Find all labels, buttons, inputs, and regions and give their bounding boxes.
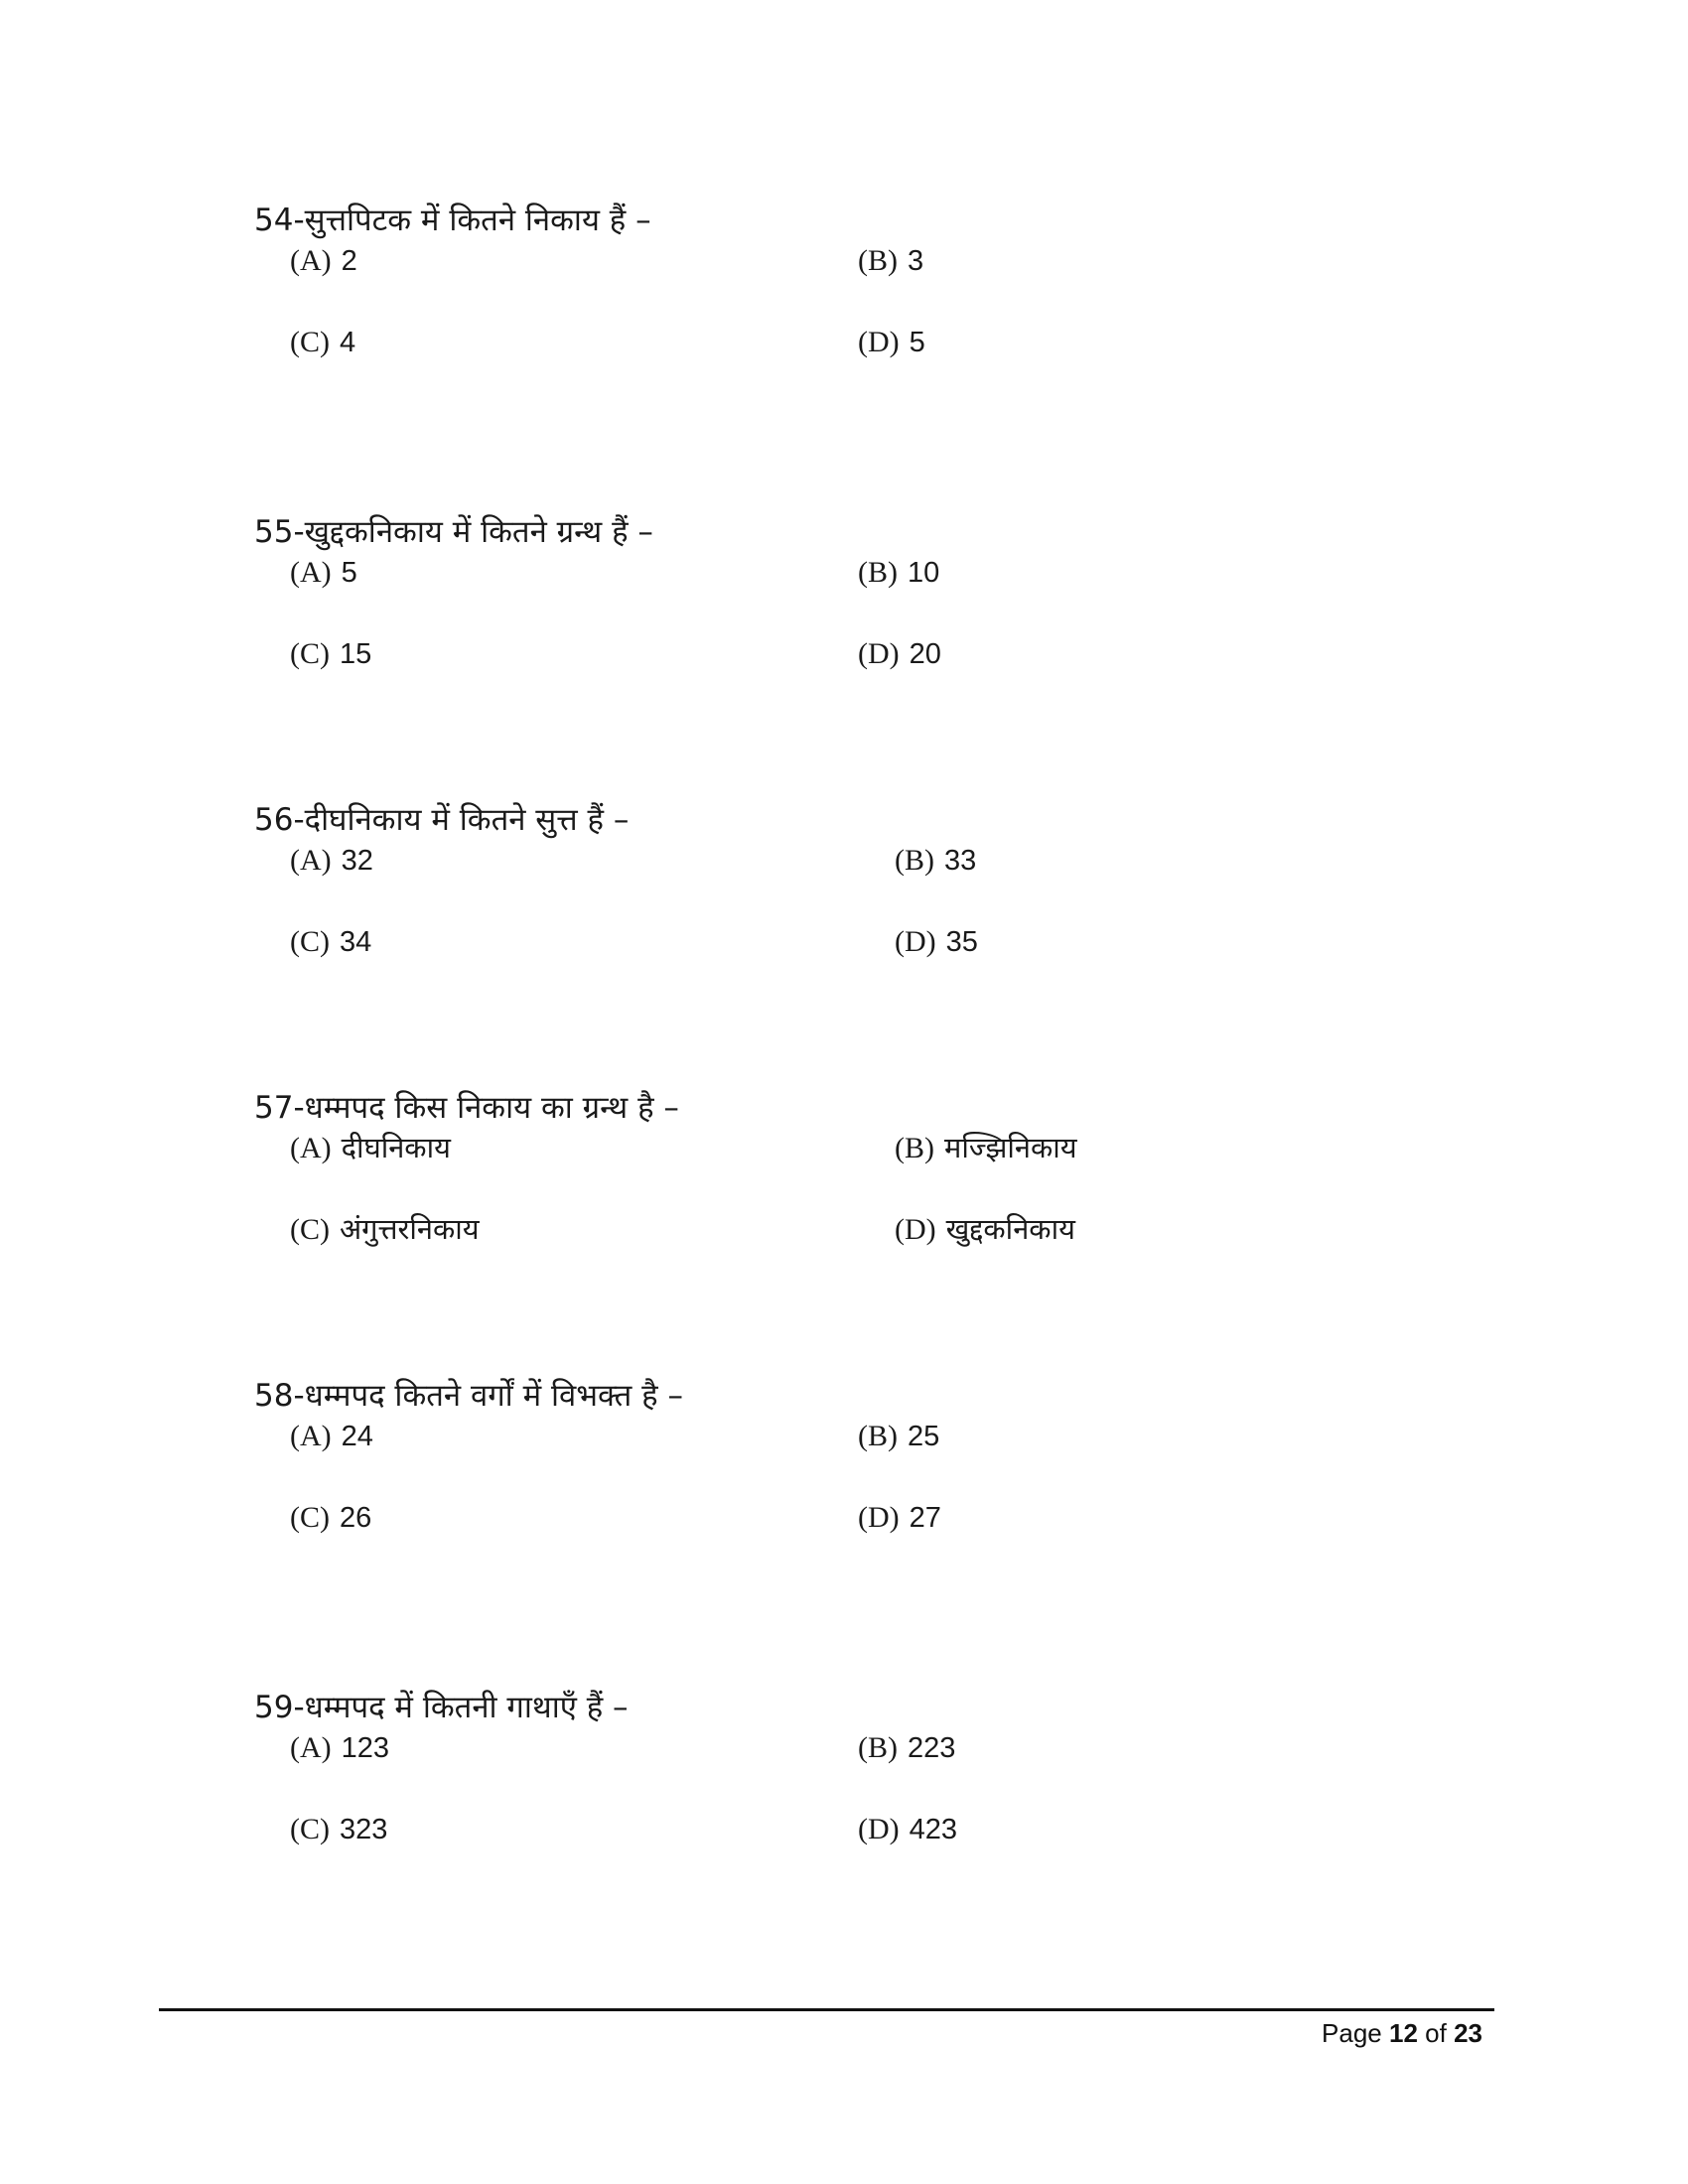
- option-letter: (D): [895, 1213, 936, 1246]
- option-d[interactable]: [858, 1809, 957, 1849]
- option-value: 33: [944, 845, 977, 877]
- option-letter: (A): [290, 1132, 332, 1164]
- question-56: [254, 800, 1545, 1003]
- option-row: [254, 633, 1545, 715]
- question-text: 56-दीघनिकाय में कितने सुत्त हैं –: [254, 802, 630, 838]
- option-value: 2: [341, 245, 357, 277]
- option-row: [254, 1416, 1545, 1497]
- option-d[interactable]: [858, 1497, 941, 1538]
- option-value: 4: [340, 327, 356, 358]
- option-c[interactable]: [290, 1497, 371, 1538]
- option-letter: (A): [290, 844, 332, 877]
- option-value: 5: [341, 557, 357, 589]
- option-value: 15: [340, 638, 372, 670]
- option-b[interactable]: [858, 240, 923, 281]
- option-letter: (D): [858, 637, 900, 670]
- option-letter: (D): [858, 1813, 900, 1845]
- of-label: of: [1425, 2018, 1447, 2048]
- option-row: [254, 240, 1545, 322]
- option-letter: (B): [895, 844, 934, 877]
- page-label: Page: [1322, 2018, 1382, 2048]
- option-value: 323: [340, 1814, 388, 1845]
- page-number: [1322, 2018, 1482, 2049]
- option-c[interactable]: [290, 921, 371, 962]
- option-row: [254, 1727, 1545, 1809]
- option-value: 35: [945, 926, 978, 958]
- option-letter: (B): [858, 1731, 898, 1764]
- option-row: [254, 1497, 1545, 1578]
- option-letter: (C): [290, 326, 330, 358]
- option-letter: (D): [858, 326, 900, 358]
- option-letter: (A): [290, 1731, 332, 1764]
- option-letter: (C): [290, 1501, 330, 1534]
- option-letter: (C): [290, 1213, 330, 1246]
- option-c[interactable]: [290, 1209, 480, 1250]
- question-text: 58-धम्मपद कितने वर्गों में विभक्त है –: [254, 1378, 683, 1414]
- current-page: 12: [1389, 2018, 1418, 2048]
- option-value: मज्झिनिकाय: [944, 1131, 1077, 1164]
- option-row: [254, 1809, 1545, 1890]
- total-pages: 23: [1454, 2018, 1482, 2048]
- option-letter: (C): [290, 925, 330, 958]
- option-d[interactable]: [895, 921, 978, 962]
- option-letter: (A): [290, 556, 332, 589]
- option-b[interactable]: [858, 552, 939, 593]
- option-a[interactable]: [290, 1416, 373, 1456]
- question-58: [254, 1376, 1545, 1578]
- option-value: अंगुत्तरनिकाय: [340, 1212, 480, 1246]
- option-letter: (A): [290, 1420, 332, 1452]
- question-text: 57-धम्मपद किस निकाय का ग्रन्थ है –: [254, 1090, 679, 1126]
- option-value: 123: [341, 1732, 390, 1764]
- option-row: [254, 552, 1545, 633]
- option-d[interactable]: [895, 1209, 1075, 1250]
- question-text: 55-खुद्दकनिकाय में कितने ग्रन्थ हैं –: [254, 514, 653, 550]
- question-59: [254, 1688, 1545, 1890]
- option-letter: (B): [895, 1132, 934, 1164]
- question-text: 54-सुत्तपिटक में कितने निकाय हैं –: [254, 203, 651, 238]
- option-value: 32: [341, 845, 373, 877]
- option-value: 24: [341, 1421, 373, 1452]
- question-55: [254, 512, 1545, 715]
- option-a[interactable]: [290, 240, 357, 281]
- option-value: 20: [909, 638, 941, 670]
- question-57: [254, 1088, 1545, 1291]
- option-value: खुद्दकनिकाय: [945, 1212, 1075, 1246]
- option-c[interactable]: [290, 322, 355, 362]
- option-c[interactable]: [290, 633, 371, 674]
- option-value: 223: [908, 1732, 956, 1764]
- footer-divider: [159, 2008, 1494, 2011]
- option-value: 423: [909, 1814, 958, 1845]
- option-d[interactable]: [858, 322, 925, 362]
- option-value: 3: [908, 245, 924, 277]
- option-letter: (D): [858, 1501, 900, 1534]
- option-letter: (B): [858, 1420, 898, 1452]
- option-row: [254, 1209, 1545, 1291]
- question-54: [254, 201, 1545, 403]
- option-a[interactable]: [290, 840, 373, 881]
- option-b[interactable]: [895, 840, 976, 881]
- option-value: 5: [909, 327, 925, 358]
- option-a[interactable]: [290, 552, 357, 593]
- option-row: [254, 322, 1545, 403]
- option-value: 26: [340, 1502, 372, 1534]
- option-value: 27: [909, 1502, 941, 1534]
- option-b[interactable]: [858, 1727, 955, 1768]
- option-letter: (C): [290, 1813, 330, 1845]
- question-text: 59-धम्मपद में कितनी गाथाएँ हैं –: [254, 1690, 629, 1725]
- option-letter: (A): [290, 244, 332, 277]
- option-value: 10: [908, 557, 940, 589]
- option-value: 25: [908, 1421, 940, 1452]
- option-a[interactable]: [290, 1128, 451, 1168]
- option-b[interactable]: [895, 1128, 1077, 1168]
- option-row: [254, 921, 1545, 1003]
- option-value: 34: [340, 926, 372, 958]
- option-row: [254, 840, 1545, 921]
- option-row: [254, 1128, 1545, 1209]
- option-letter: (D): [895, 925, 936, 958]
- option-letter: (B): [858, 556, 898, 589]
- option-b[interactable]: [858, 1416, 939, 1456]
- option-letter: (B): [858, 244, 898, 277]
- option-letter: (C): [290, 637, 330, 670]
- option-d[interactable]: [858, 633, 941, 674]
- option-c[interactable]: [290, 1809, 387, 1849]
- option-a[interactable]: [290, 1727, 389, 1768]
- option-value: दीघनिकाय: [341, 1131, 451, 1164]
